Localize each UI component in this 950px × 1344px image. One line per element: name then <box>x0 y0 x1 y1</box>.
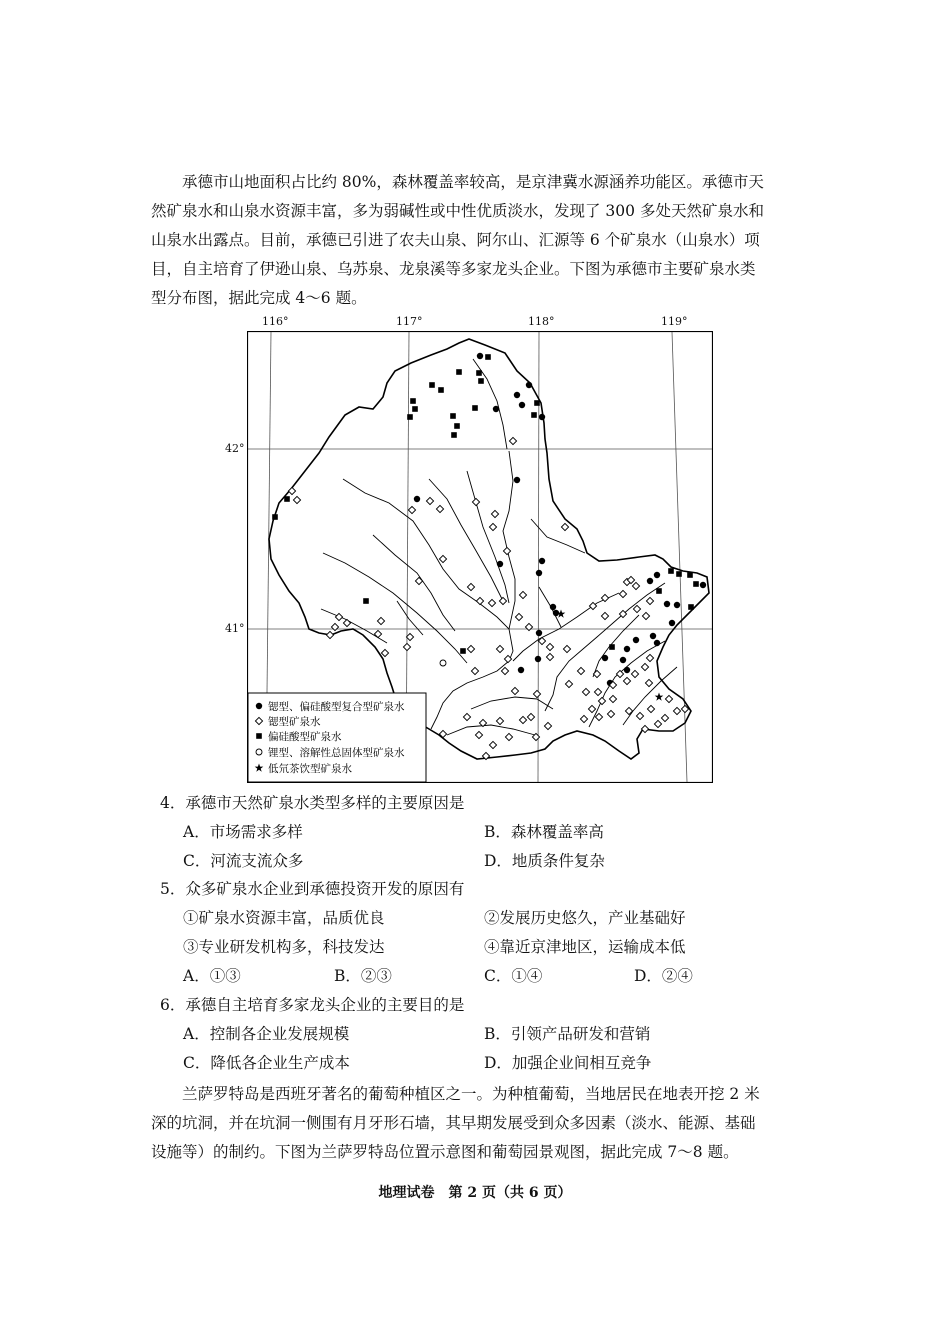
q6-option-a[interactable]: A．控制各企业发展规模 <box>183 1025 350 1043</box>
intro-line: 兰萨罗特岛是西班牙著名的葡萄种植区之一。为种植葡萄，当地居民在地表开挖 2 米 <box>182 1085 760 1103</box>
q5-option-a[interactable]: A．①③ <box>183 967 241 985</box>
intro-line: 目，自主培育了伊逊山泉、乌苏泉、龙泉溪等多家龙头企业。下图为承德市主要矿泉水类 <box>151 260 756 278</box>
intro-paragraph-1 <box>151 168 801 313</box>
intro-line: 承德市山地面积占比约 80%，森林覆盖率较高，是京津冀水源涵养功能区。承德市天 <box>182 173 764 191</box>
intro-line: 型分布图，据此完成 4～6 题。 <box>151 289 367 307</box>
map-legend <box>248 693 426 782</box>
q5-statement-2: ②发展历史悠久，产业基础好 <box>484 909 686 927</box>
q6-option-c[interactable]: C．降低各企业生产成本 <box>183 1054 350 1072</box>
q4-option-c[interactable]: C．河流支流众多 <box>183 852 304 870</box>
lon-label-117: 117° <box>396 315 423 328</box>
question-5-stem: 5．众多矿泉水企业到承德投资开发的原因有 <box>160 880 465 898</box>
q4-option-d[interactable]: D．地质条件复杂 <box>484 852 605 870</box>
mineral-water-map <box>247 331 713 783</box>
page-footer: 地理试卷 第 2 页（共 6 页） <box>378 1185 572 1201</box>
question-4-stem: 4．承德市天然矿泉水类型多样的主要原因是 <box>160 794 465 812</box>
q5-statement-1: ①矿泉水资源丰富，品质优良 <box>183 909 385 927</box>
question-6-stem: 6．承德自主培育多家龙头企业的主要目的是 <box>160 996 465 1014</box>
legend-label: 低氘茶饮型矿泉水 <box>268 763 352 775</box>
q6-option-b[interactable]: B．引领产品研发和营销 <box>484 1025 651 1043</box>
legend-label: 锶型、偏硅酸型复合型矿泉水 <box>268 701 405 713</box>
q5-option-b[interactable]: B．②③ <box>334 967 392 985</box>
lon-label-118: 118° <box>528 315 555 328</box>
lon-label-119: 119° <box>661 315 688 328</box>
intro-line: 然矿泉水和山泉水资源丰富，多为弱碱性或中性优质淡水，发现了 300 多处天然矿泉水和 <box>151 202 764 220</box>
q4-option-a[interactable]: A．市场需求多样 <box>183 823 303 841</box>
q5-statement-4: ④靠近京津地区，运输成本低 <box>484 938 686 956</box>
q4-option-b[interactable]: B．森林覆盖率高 <box>484 823 604 841</box>
intro-line: 设施等）的制约。下图为兰萨罗特岛位置示意图和葡萄园景观图，据此完成 7～8 题。 <box>151 1143 739 1161</box>
intro-paragraph-2 <box>151 1080 801 1167</box>
lithium-tds-points <box>440 660 446 666</box>
lon-label <box>261 331 285 332</box>
q5-option-d[interactable]: D．②④ <box>634 967 693 985</box>
legend-label: 偏硅酸型矿泉水 <box>268 731 342 743</box>
legend-label: 锂型、溶解性总固体型矿泉水 <box>268 747 405 759</box>
lon-label-116: 116° <box>262 315 289 328</box>
lat-label-42: 42° <box>225 442 245 455</box>
intro-line: 山泉水出露点。目前，承德已引进了农夫山泉、阿尔山、汇源等 6 个矿泉水（山泉水）项 <box>151 231 760 249</box>
q6-option-d[interactable]: D．加强企业间相互竞争 <box>484 1054 652 1072</box>
legend-label: 锶型矿泉水 <box>268 716 321 728</box>
intro-line: 深的坑洞，并在坑洞一侧围有月牙形石墙，其早期发展受到众多因素（淡水、能源、基础 <box>151 1114 756 1132</box>
q5-option-c[interactable]: C．①④ <box>484 967 543 985</box>
lat-label-41: 41° <box>225 622 245 635</box>
q5-statement-3: ③专业研发机构多，科技发达 <box>183 938 385 956</box>
